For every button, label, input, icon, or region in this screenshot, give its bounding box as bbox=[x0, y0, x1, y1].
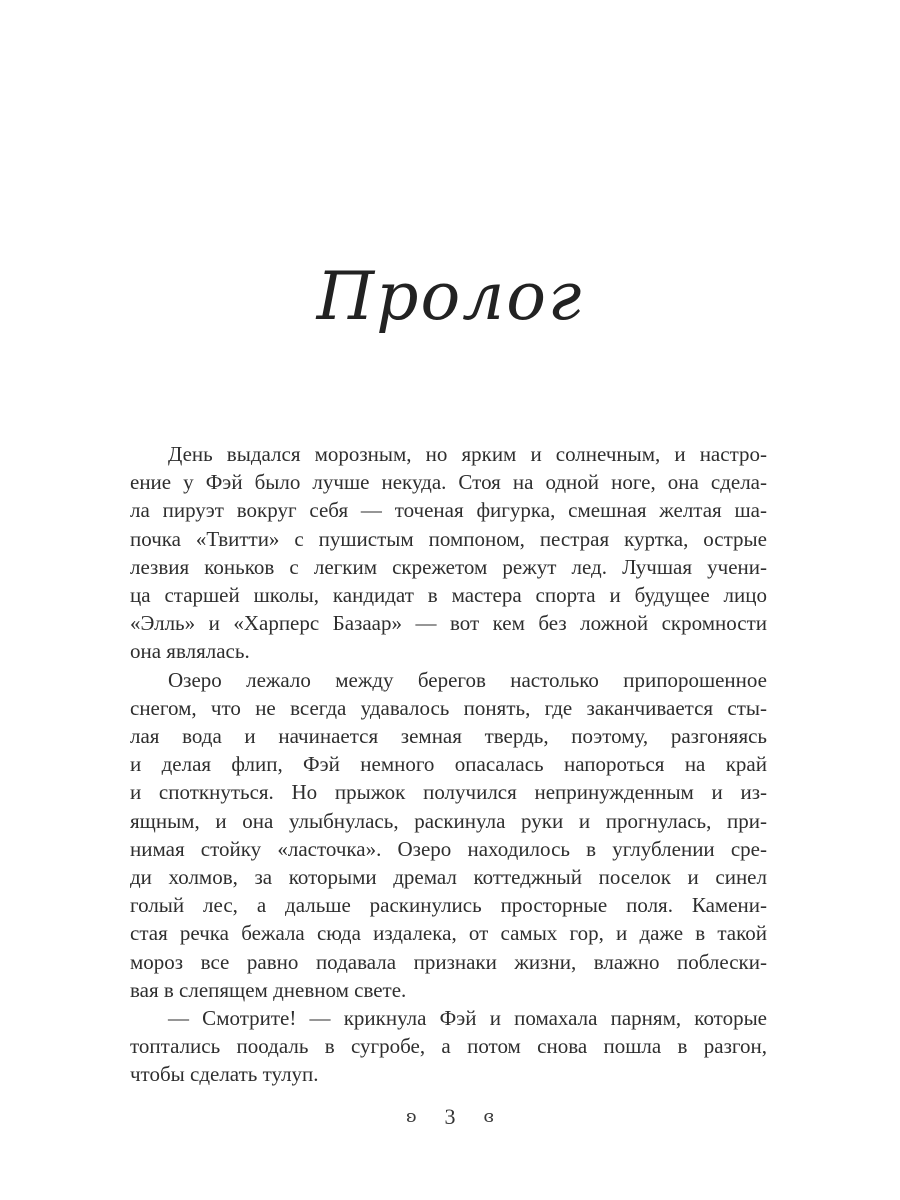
text-line: лезвия коньков с легким скрежетом режут лед. Лучшая учени- bbox=[130, 554, 767, 579]
text-line: снегом, что не всегда удавалось понять, где заканчивается сты- bbox=[130, 695, 767, 720]
text-line: стая речка бежала сюда издалека, от самых гор, и даже в такой bbox=[130, 921, 767, 946]
swash-ornament-left-icon: ʚ bbox=[406, 1106, 417, 1127]
page-footer bbox=[0, 1104, 900, 1130]
paragraph bbox=[130, 440, 767, 666]
text-line: и споткнуться. Но прыжок получился непринужденным и из- bbox=[130, 780, 767, 805]
text-line: лая вода и начинается земная твердь, поэтому, разгоняясь bbox=[130, 724, 767, 749]
text-line: и делая флип, Фэй немного опасалась напороться на край bbox=[130, 752, 767, 777]
text-line: вая в слепящем дневном свете. bbox=[130, 977, 407, 1002]
text-line: почка «Твитти» с пушистым помпоном, пестрая куртка, острые bbox=[130, 526, 767, 551]
swash-ornament-right-icon: ɞ bbox=[483, 1106, 494, 1127]
text-line: ящным, и она улыбнулась, раскинула руки и прогнулась, при- bbox=[130, 808, 767, 833]
text-line: ение у Фэй было лучше некуда. Стоя на одной ноге, она сдела- bbox=[130, 470, 767, 495]
chapter-title: Пролог bbox=[316, 258, 584, 335]
text-line: «Элль» и «Харперс Базаар» — вот кем без ложной скромности bbox=[130, 611, 767, 636]
text-line: ла пируэт вокруг себя — точеная фигурка, смешная желтая ша- bbox=[130, 498, 767, 523]
text-line: мороз все равно подавала признаки жизни, влажно поблески- bbox=[130, 949, 767, 974]
text-line: нимая стойку «ласточка». Озеро находилось в углублении сре- bbox=[130, 836, 767, 861]
text-line: она являлась. bbox=[130, 639, 250, 664]
body-text bbox=[130, 440, 767, 1089]
paragraph bbox=[130, 1004, 767, 1089]
text-line: ца старшей школы, кандидат в мастера спорта и будущее лицо bbox=[130, 583, 767, 608]
text-line: чтобы сделать тулуп. bbox=[130, 1062, 319, 1087]
text-line: — Смотрите! — крикнула Фэй и помахала парням, которые bbox=[168, 1006, 767, 1031]
paragraph bbox=[130, 666, 767, 1004]
text-line: голый лес, а дальше раскинулись просторные поля. Камени- bbox=[130, 893, 767, 918]
text-line: топтались поодаль в сугробе, а потом снова пошла в разгон, bbox=[130, 1034, 767, 1059]
text-line: Озеро лежало между берегов настолько припорошенное bbox=[168, 667, 767, 692]
text-line: ди холмов, за которыми дремал коттеджный поселок и синел bbox=[130, 865, 767, 890]
text-line: День выдался морозным, но ярким и солнечным, и настро- bbox=[168, 442, 767, 466]
page-number: 3 bbox=[444, 1104, 456, 1129]
